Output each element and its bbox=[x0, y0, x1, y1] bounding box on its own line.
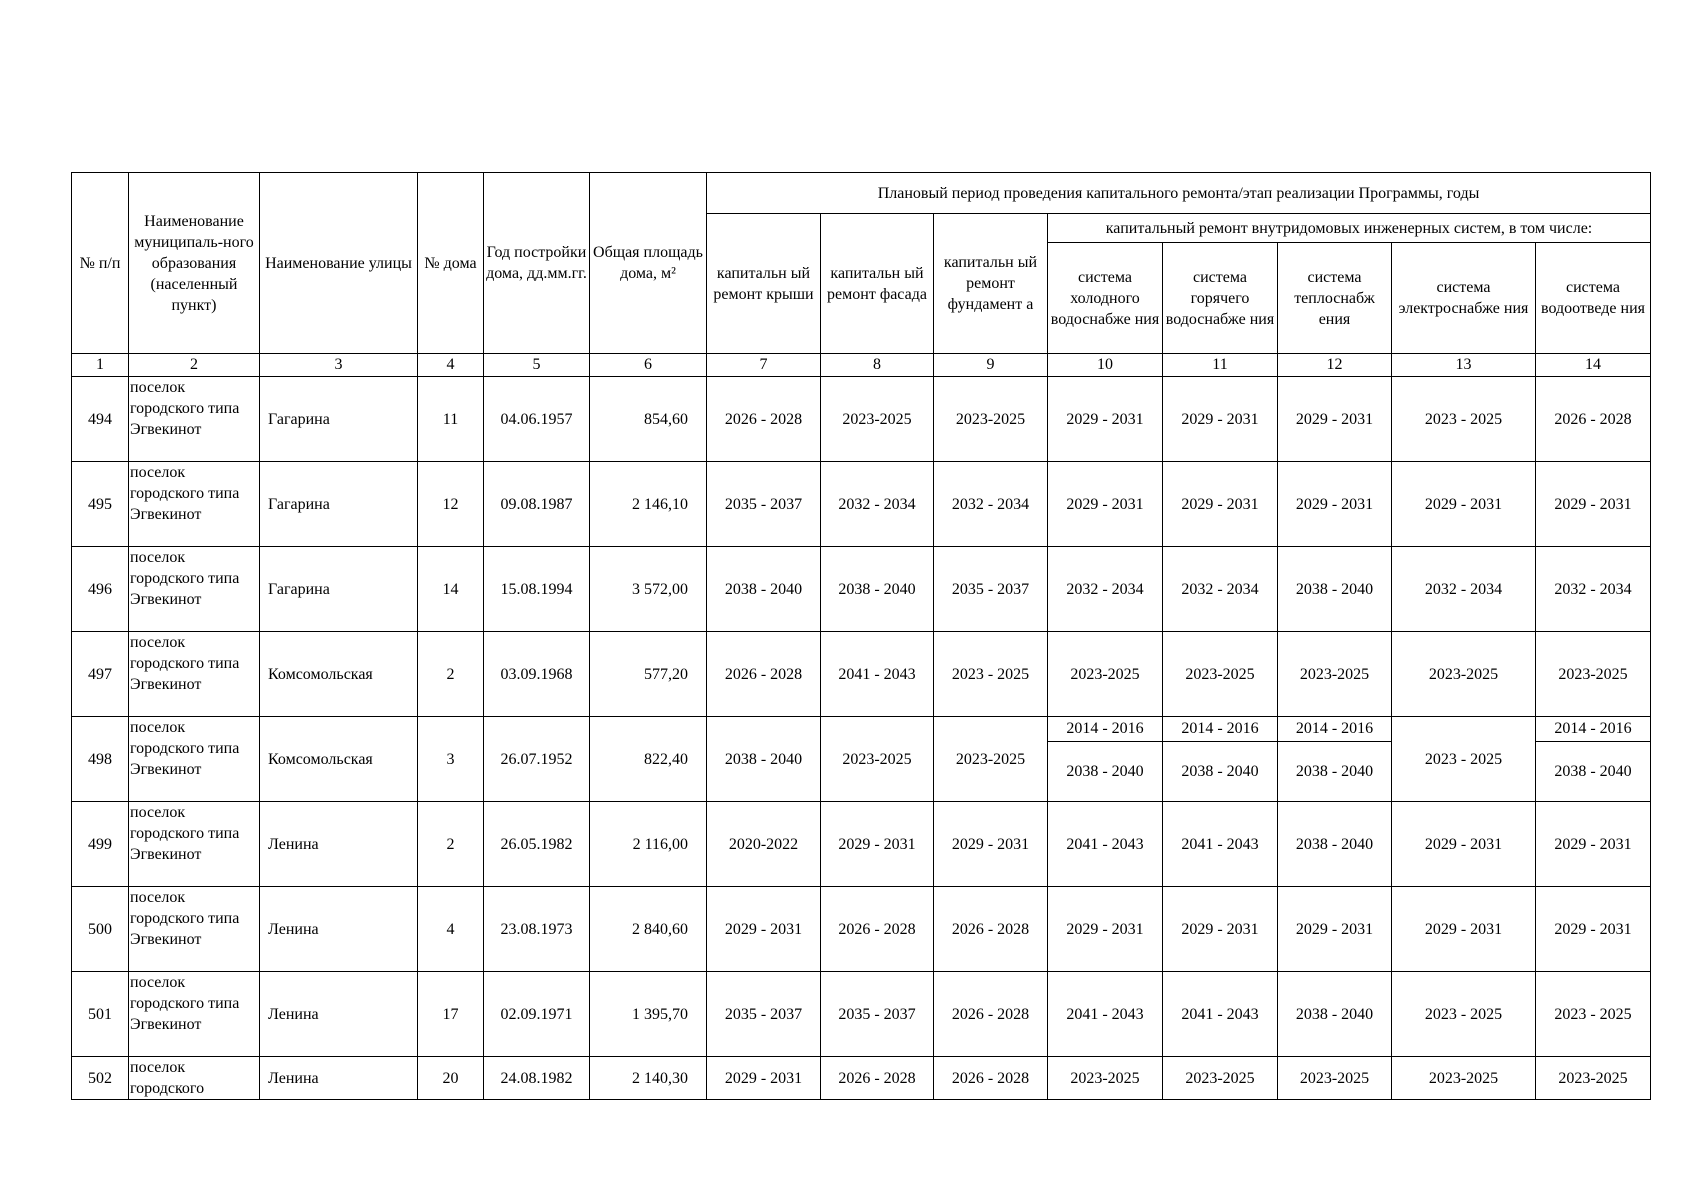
foundation-cell: 2026 - 2028 bbox=[934, 1057, 1048, 1100]
year-built-cell: 09.08.1987 bbox=[484, 462, 590, 547]
electricity-cell: 2023-2025 bbox=[1392, 1057, 1536, 1100]
street-cell: Гагарина bbox=[260, 462, 418, 547]
column-number: 8 bbox=[821, 354, 934, 377]
header-municipality: Наименование муниципаль-ного образования (населенный пункт) bbox=[129, 173, 260, 354]
header-heating: система теплоснабж ения bbox=[1278, 243, 1392, 354]
house-cell: 17 bbox=[418, 972, 484, 1057]
electricity-cell: 2023 - 2025 bbox=[1392, 717, 1536, 802]
column-number: 2 bbox=[129, 354, 260, 377]
electricity-cell: 2023 - 2025 bbox=[1392, 972, 1536, 1057]
street-cell: Ленина bbox=[260, 972, 418, 1057]
municipality-cell: поселок городского типа Эгвекинот bbox=[129, 802, 260, 887]
header-hot-water: система горячего водоснабже ния bbox=[1163, 243, 1278, 354]
year-built-cell: 26.07.1952 bbox=[484, 717, 590, 802]
header-plan-period: Плановый период проведения капитального ремонта/этап реализации Программы, годы bbox=[707, 173, 1651, 214]
row-number: 496 bbox=[72, 547, 129, 632]
heating-cell-period-2: 2038 - 2040 bbox=[1295, 763, 1374, 780]
header-foundation: капитальн ый ремонт фундамент а bbox=[934, 214, 1048, 354]
municipality-cell: поселок городского bbox=[129, 1057, 260, 1100]
foundation-cell: 2032 - 2034 bbox=[934, 462, 1048, 547]
table-row bbox=[72, 632, 1651, 717]
hot-water-cell: 2029 - 2031 bbox=[1163, 462, 1278, 547]
street-cell: Гагарина bbox=[260, 547, 418, 632]
house-cell: 3 bbox=[418, 717, 484, 802]
table-row bbox=[72, 802, 1651, 887]
header-engineering: капитальный ремонт внутридомовых инженерных систем, в том числе: bbox=[1048, 214, 1651, 243]
cold-water-cell: 2023-2025 bbox=[1048, 1057, 1163, 1100]
header-roof: капитальн ый ремонт крыши bbox=[707, 214, 821, 354]
street-cell: Ленина bbox=[260, 887, 418, 972]
column-number-row bbox=[72, 354, 1651, 377]
column-number: 6 bbox=[590, 354, 707, 377]
electricity-cell: 2023-2025 bbox=[1392, 632, 1536, 717]
foundation-cell: 2026 - 2028 bbox=[934, 972, 1048, 1057]
column-number: 13 bbox=[1392, 354, 1536, 377]
facade-cell: 2038 - 2040 bbox=[821, 547, 934, 632]
column-number: 3 bbox=[260, 354, 418, 377]
street-cell: Ленина bbox=[260, 802, 418, 887]
sewerage-cell: 2023 - 2025 bbox=[1536, 972, 1651, 1057]
row-number: 494 bbox=[72, 377, 129, 462]
electricity-cell: 2029 - 2031 bbox=[1392, 802, 1536, 887]
facade-cell: 2026 - 2028 bbox=[821, 1057, 934, 1100]
sewerage-cell: 2029 - 2031 bbox=[1536, 462, 1651, 547]
hot-water-cell: 2023-2025 bbox=[1163, 632, 1278, 717]
heating-cell: 2038 - 2040 bbox=[1278, 972, 1392, 1057]
heating-cell: 2029 - 2031 bbox=[1278, 377, 1392, 462]
hot-water-cell: 2023-2025 bbox=[1163, 1057, 1278, 1100]
hot-water-cell-period-1: 2014 - 2016 bbox=[1163, 717, 1277, 742]
header-street: Наименование улицы bbox=[260, 173, 418, 354]
column-number: 4 bbox=[418, 354, 484, 377]
column-number: 11 bbox=[1163, 354, 1278, 377]
house-cell: 2 bbox=[418, 632, 484, 717]
electricity-cell: 2029 - 2031 bbox=[1392, 887, 1536, 972]
area-cell: 2 116,00 bbox=[590, 802, 707, 887]
year-built-cell: 02.09.1971 bbox=[484, 972, 590, 1057]
year-built-cell: 23.08.1973 bbox=[484, 887, 590, 972]
heating-cell: 2029 - 2031 bbox=[1278, 462, 1392, 547]
cold-water-cell: 2029 - 2031 bbox=[1048, 887, 1163, 972]
header-cold-water: система холодного водоснабже ния bbox=[1048, 243, 1163, 354]
cold-water-cell: 2029 - 2031 bbox=[1048, 377, 1163, 462]
heating-cell: 2023-2025 bbox=[1278, 1057, 1392, 1100]
column-number: 1 bbox=[72, 354, 129, 377]
facade-cell: 2026 - 2028 bbox=[821, 887, 934, 972]
header-facade: капитальн ый ремонт фасада bbox=[821, 214, 934, 354]
table-row bbox=[72, 717, 1651, 802]
municipality-cell: поселок городского типа Эгвекинот bbox=[129, 887, 260, 972]
municipality-cell: поселок городского типа Эгвекинот bbox=[129, 972, 260, 1057]
roof-cell: 2020-2022 bbox=[707, 802, 821, 887]
row-number: 501 bbox=[72, 972, 129, 1057]
roof-cell: 2038 - 2040 bbox=[707, 717, 821, 802]
heating-cell: 2038 - 2040 bbox=[1278, 802, 1392, 887]
area-cell: 2 140,30 bbox=[590, 1057, 707, 1100]
column-number: 7 bbox=[707, 354, 821, 377]
sewerage-cell bbox=[1536, 717, 1651, 802]
header-electricity: система электроснабже ния bbox=[1392, 243, 1536, 354]
facade-cell: 2032 - 2034 bbox=[821, 462, 934, 547]
table-row bbox=[72, 547, 1651, 632]
sewerage-cell-period-1: 2014 - 2016 bbox=[1536, 717, 1650, 742]
column-number: 9 bbox=[934, 354, 1048, 377]
row-number: 498 bbox=[72, 717, 129, 802]
municipality-cell: поселок городского типа Эгвекинот bbox=[129, 717, 260, 802]
row-number: 502 bbox=[72, 1057, 129, 1100]
column-number: 10 bbox=[1048, 354, 1163, 377]
heating-cell: 2038 - 2040 bbox=[1278, 547, 1392, 632]
electricity-cell: 2023 - 2025 bbox=[1392, 377, 1536, 462]
column-number: 12 bbox=[1278, 354, 1392, 377]
row-number: 495 bbox=[72, 462, 129, 547]
sewerage-cell: 2029 - 2031 bbox=[1536, 887, 1651, 972]
foundation-cell: 2026 - 2028 bbox=[934, 887, 1048, 972]
roof-cell: 2026 - 2028 bbox=[707, 632, 821, 717]
roof-cell: 2035 - 2037 bbox=[707, 972, 821, 1057]
cold-water-cell bbox=[1048, 717, 1163, 802]
hot-water-cell-period-2: 2038 - 2040 bbox=[1181, 763, 1259, 780]
cold-water-cell-period-2: 2038 - 2040 bbox=[1066, 763, 1144, 780]
foundation-cell: 2029 - 2031 bbox=[934, 802, 1048, 887]
cold-water-cell: 2023-2025 bbox=[1048, 632, 1163, 717]
roof-cell: 2035 - 2037 bbox=[707, 462, 821, 547]
hot-water-cell: 2041 - 2043 bbox=[1163, 802, 1278, 887]
municipality-cell: поселок городского типа Эгвекинот bbox=[129, 462, 260, 547]
header-num: № п/п bbox=[72, 173, 129, 354]
sewerage-cell-period-2: 2038 - 2040 bbox=[1554, 763, 1632, 780]
house-cell: 2 bbox=[418, 802, 484, 887]
roof-cell: 2038 - 2040 bbox=[707, 547, 821, 632]
facade-cell: 2035 - 2037 bbox=[821, 972, 934, 1057]
year-built-cell: 24.08.1982 bbox=[484, 1057, 590, 1100]
house-cell: 11 bbox=[418, 377, 484, 462]
hot-water-cell bbox=[1163, 717, 1278, 802]
heating-cell bbox=[1278, 717, 1392, 802]
street-cell: Гагарина bbox=[260, 377, 418, 462]
facade-cell: 2023-2025 bbox=[821, 377, 934, 462]
year-built-cell: 03.09.1968 bbox=[484, 632, 590, 717]
area-cell: 577,20 bbox=[590, 632, 707, 717]
street-cell: Ленина bbox=[260, 1057, 418, 1100]
foundation-cell: 2023-2025 bbox=[934, 717, 1048, 802]
cold-water-cell-period-1: 2014 - 2016 bbox=[1048, 717, 1162, 742]
table-row bbox=[72, 377, 1651, 462]
table-row bbox=[72, 1057, 1651, 1100]
year-built-cell: 04.06.1957 bbox=[484, 377, 590, 462]
header-area: Общая площадь дома, м² bbox=[590, 173, 707, 354]
foundation-cell: 2035 - 2037 bbox=[934, 547, 1048, 632]
sewerage-cell: 2032 - 2034 bbox=[1536, 547, 1651, 632]
row-number: 499 bbox=[72, 802, 129, 887]
hot-water-cell: 2032 - 2034 bbox=[1163, 547, 1278, 632]
area-cell: 854,60 bbox=[590, 377, 707, 462]
street-cell: Комсомольская bbox=[260, 632, 418, 717]
house-cell: 20 bbox=[418, 1057, 484, 1100]
facade-cell: 2041 - 2043 bbox=[821, 632, 934, 717]
hot-water-cell: 2029 - 2031 bbox=[1163, 887, 1278, 972]
roof-cell: 2029 - 2031 bbox=[707, 887, 821, 972]
municipality-cell: поселок городского типа Эгвекинот bbox=[129, 547, 260, 632]
area-cell: 2 146,10 bbox=[590, 462, 707, 547]
header-year-built: Год постройки дома, дд.мм.гг. bbox=[484, 173, 590, 354]
year-built-cell: 15.08.1994 bbox=[484, 547, 590, 632]
row-number: 497 bbox=[72, 632, 129, 717]
roof-cell: 2026 - 2028 bbox=[707, 377, 821, 462]
house-cell: 4 bbox=[418, 887, 484, 972]
table-row bbox=[72, 887, 1651, 972]
area-cell: 2 840,60 bbox=[590, 887, 707, 972]
cold-water-cell: 2041 - 2043 bbox=[1048, 802, 1163, 887]
header-house: № дома bbox=[418, 173, 484, 354]
hot-water-cell: 2029 - 2031 bbox=[1163, 377, 1278, 462]
hot-water-cell: 2041 - 2043 bbox=[1163, 972, 1278, 1057]
sewerage-cell: 2023-2025 bbox=[1536, 1057, 1651, 1100]
cold-water-cell: 2041 - 2043 bbox=[1048, 972, 1163, 1057]
heating-cell-period-1: 2014 - 2016 bbox=[1278, 717, 1391, 742]
house-cell: 14 bbox=[418, 547, 484, 632]
area-cell: 822,40 bbox=[590, 717, 707, 802]
municipality-cell: поселок городского типа Эгвекинот bbox=[129, 377, 260, 462]
foundation-cell: 2023 - 2025 bbox=[934, 632, 1048, 717]
column-number: 5 bbox=[484, 354, 590, 377]
street-cell: Комсомольская bbox=[260, 717, 418, 802]
house-cell: 12 bbox=[418, 462, 484, 547]
facade-cell: 2023-2025 bbox=[821, 717, 934, 802]
sewerage-cell: 2023-2025 bbox=[1536, 632, 1651, 717]
cold-water-cell: 2029 - 2031 bbox=[1048, 462, 1163, 547]
cold-water-cell: 2032 - 2034 bbox=[1048, 547, 1163, 632]
sewerage-cell: 2029 - 2031 bbox=[1536, 802, 1651, 887]
header-sewerage: система водоотведе ния bbox=[1536, 243, 1651, 354]
electricity-cell: 2032 - 2034 bbox=[1392, 547, 1536, 632]
municipality-cell: поселок городского типа Эгвекинот bbox=[129, 632, 260, 717]
capital-repair-table bbox=[71, 172, 1651, 1100]
year-built-cell: 26.05.1982 bbox=[484, 802, 590, 887]
area-cell: 3 572,00 bbox=[590, 547, 707, 632]
table-row bbox=[72, 462, 1651, 547]
row-number: 500 bbox=[72, 887, 129, 972]
heating-cell: 2023-2025 bbox=[1278, 632, 1392, 717]
roof-cell: 2029 - 2031 bbox=[707, 1057, 821, 1100]
facade-cell: 2029 - 2031 bbox=[821, 802, 934, 887]
electricity-cell: 2029 - 2031 bbox=[1392, 462, 1536, 547]
foundation-cell: 2023-2025 bbox=[934, 377, 1048, 462]
heating-cell: 2029 - 2031 bbox=[1278, 887, 1392, 972]
column-number: 14 bbox=[1536, 354, 1651, 377]
table-row bbox=[72, 972, 1651, 1057]
sewerage-cell: 2026 - 2028 bbox=[1536, 377, 1651, 462]
area-cell: 1 395,70 bbox=[590, 972, 707, 1057]
